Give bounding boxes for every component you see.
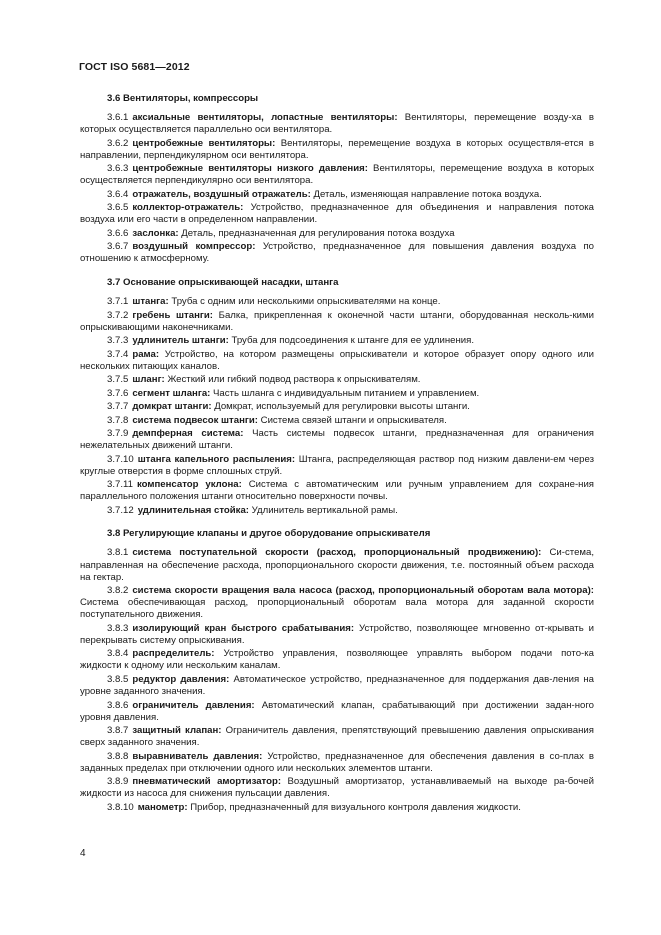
definition-text: Удлинитель вертикальной рамы. (251, 504, 398, 516)
definition-number: 3.7.12 (107, 504, 134, 516)
definition-text: Ограничитель давления, препятствующий превышению давления опрыскивания сверх заданного значения. (80, 725, 594, 749)
definition-text: Труба с одним или несколькими опрыскивателями на конце. (171, 296, 441, 308)
definition-term: штанга капельного распыления: (137, 453, 296, 465)
definition-term: рама: (132, 348, 160, 360)
definition-number: 3.6.5 (107, 202, 129, 214)
definition-term: заслонка: (132, 227, 179, 239)
definition-item (80, 228, 594, 240)
definition-term: центробежные вентиляторы: (132, 137, 276, 149)
definition-item (80, 335, 594, 347)
definition-item (80, 189, 594, 201)
definition-item (80, 623, 594, 647)
section-title: 3.7 Основание опрыскивающей насадки, штанга (107, 276, 339, 288)
definition-term: изолирующий кран быстрого срабатывания: (132, 622, 355, 634)
definition-item (80, 415, 594, 427)
definition-item (80, 776, 594, 800)
definition-item (80, 725, 594, 749)
definition-item (80, 505, 594, 517)
definition-text: Прибор, предназначенный для визуального контроля давления жидкости. (190, 801, 521, 813)
definition-term: система поступательной скорости (расход, пропорциональный продвижению): (132, 547, 542, 559)
definition-term: манометр: (137, 801, 188, 813)
definition-item (80, 700, 594, 724)
definition-number: 3.6.2 (107, 137, 129, 149)
definition-term: центробежные вентиляторы низкого давления: (132, 163, 368, 175)
definition-number: 3.8.10 (107, 801, 134, 813)
definition-term: пневматический амортизатор: (132, 776, 282, 788)
definition-number: 3.8.8 (107, 750, 129, 762)
definition-term: компенсатор уклона: (136, 479, 242, 491)
definition-item (80, 454, 594, 478)
definition-number: 3.7.7 (107, 401, 129, 413)
definition-text: Вентиляторы, перемещение воздуха в которых осуществляется перпендикулярно оси вентилятора. (80, 163, 594, 187)
definition-number: 3.8.3 (107, 622, 129, 634)
definition-item (80, 388, 594, 400)
section-title: 3.8 Регулирующие клапаны и другое оборудование опрыскивателя (107, 528, 431, 540)
definition-text: Воздушный амортизатор, устанавливаемый на выходе ра-бочей жидкости из насоса для снижения пульсации давления. (80, 776, 595, 800)
definition-text: Часть системы подвесок штанги, предназначенная для ограничения нежелательных движений штанги. (80, 428, 594, 452)
definition-number: 3.6.3 (107, 163, 129, 175)
definition-text: Устройство, на котором размещены опрыскиватели и которое образует опору одного или нескольких питающих каналов. (80, 348, 594, 372)
definition-text: Устройство, предназначенное для повышения давления воздуха по отношению к атмосферному. (80, 241, 595, 265)
definition-item (80, 802, 594, 814)
definition-item (80, 585, 594, 621)
definition-term: редуктор давления: (132, 673, 230, 685)
definition-text: Устройство, предназначенное для обеспечения давления в со-плах в заданных пределах при отключении одного или нескольких элементов штанги. (80, 750, 594, 774)
definition-number: 3.7.4 (107, 348, 129, 360)
definition-item (80, 138, 594, 162)
definition-term: гребень штанги: (132, 309, 213, 321)
document-header: ГОСТ ISO 5681—2012 (79, 61, 190, 73)
page-number: 4 (80, 848, 86, 859)
definition-number: 3.7.8 (107, 414, 129, 426)
definition-number: 3.7.9 (107, 428, 129, 440)
definition-term: выравниватель давления: (132, 750, 263, 762)
definition-item (80, 349, 594, 373)
definition-text: Устройство, предназначенное для объединения и направления потока воздуха или его части в определенном направлении. (80, 202, 594, 226)
definition-number: 3.7.2 (107, 309, 129, 321)
definition-number: 3.7.1 (107, 296, 129, 308)
definition-number: 3.8.1 (107, 547, 129, 559)
definition-text: Жесткий или гибкий подвод раствора к опрыскивателям. (167, 374, 421, 386)
definition-number: 3.8.4 (107, 648, 129, 660)
definition-text: Штанга, распределяющая раствор под низким давлени-ем через круглые отверстия в форме сплошных струй. (80, 453, 594, 477)
definition-text: Деталь, изменяющая направление потока воздуха. (313, 188, 542, 200)
definition-text: Си-стема, направленная на обеспечение расхода, пропорционального скорости движения, т.е. постоянный объем расхода на гектар. (80, 547, 594, 583)
definition-term: защитный клапан: (132, 725, 222, 737)
definition-item (80, 401, 594, 413)
definition-term: система скорости вращения вала насоса (расход, пропорциональный оборотам вала мотора): (132, 585, 594, 597)
definition-number: 3.6.4 (107, 188, 129, 200)
definition-text: Балка, прикрепленная к оконечной части штанги, оборудованная несколь-кими опрыскивающими наконечниками. (80, 309, 594, 333)
definition-number: 3.7.5 (107, 374, 129, 386)
definition-number: 3.8.7 (107, 725, 129, 737)
definition-term: сегмент шланга: (132, 387, 211, 399)
definition-item (80, 479, 594, 503)
definition-term: распределитель: (132, 648, 215, 660)
definition-text: Труба для подсоединения к штанге для ее удлинения. (231, 335, 475, 347)
section-title: 3.6 Вентиляторы, компрессоры (107, 93, 259, 104)
document-body (80, 90, 594, 815)
definition-term: удлинительная стойка: (137, 504, 249, 516)
definition-term: штанга: (132, 296, 169, 308)
definition-term: удлинитель штанги: (132, 335, 229, 347)
definition-term: домкрат штанги: (132, 401, 212, 413)
definition-number: 3.8.2 (107, 585, 129, 597)
definition-number: 3.8.9 (107, 776, 129, 788)
definition-number: 3.6.6 (107, 227, 129, 239)
definition-item (80, 547, 594, 583)
definition-number: 3.7.6 (107, 387, 129, 399)
definition-item (80, 163, 594, 187)
definition-number: 3.8.5 (107, 673, 129, 685)
definition-text: Вентиляторы, перемещение возду-ха в которых осуществляется параллельно оси вентилятора. (80, 112, 595, 136)
definition-text: Система связей штанги и опрыскивателя. (260, 414, 447, 426)
definition-number: 3.6.1 (107, 112, 129, 124)
definition-number: 3.8.6 (107, 699, 129, 711)
definition-number: 3.7.10 (107, 453, 134, 465)
definition-number: 3.7.11 (107, 479, 133, 491)
definition-text: Устройство, позволяющее мгновенно от-крывать и перекрывать систему опрыскивания. (80, 622, 594, 646)
definition-item (80, 296, 594, 308)
definition-term: система подвесок штанги: (132, 414, 258, 426)
definition-term: коллектор-отражатель: (132, 202, 244, 214)
definition-number: 3.7.3 (107, 335, 129, 347)
definition-text: Деталь, предназначенная для регулирования потока воздуха (181, 227, 455, 239)
definition-item (80, 648, 594, 672)
definition-term: шланг: (132, 374, 165, 386)
definition-text: Система с автоматическим или ручным управлением для сохране-ния параллельного положения штанги относительно поверхности почвы. (80, 479, 595, 503)
definition-term: демпферная система: (132, 428, 244, 440)
definition-number: 3.6.7 (107, 241, 129, 253)
definition-text: Часть шланга с индивидуальным питанием и управлением. (213, 387, 480, 399)
definition-term: ограничитель давления: (132, 699, 255, 711)
definition-item (80, 428, 594, 452)
definition-item (80, 310, 594, 334)
definition-item (80, 751, 594, 775)
definition-text: Домкрат, используемый для регулировки высоты штанги. (214, 401, 470, 413)
definition-text: Автоматическое устройство, предназначенное для поддержания дав-ления на уровне заданного значения. (80, 673, 595, 698)
definition-text: Устройство управления, позволяющее управлять выбором подачи пото-ка жидкости к одному или нескольким каналам. (80, 648, 594, 672)
definition-text: Система обеспечивающая расход, пропорциональный оборотам вала мотора для заданной скорости поступательного движения. (80, 597, 594, 621)
definition-text: Вентиляторы, перемещение воздуха в которых осуществля-ется в направлении, перпендикулярном оси вентилятора. (80, 137, 594, 161)
definition-term: отражатель, воздушный отражатель: (132, 188, 311, 200)
section-gap (80, 518, 594, 525)
definition-item (80, 374, 594, 386)
definition-item (80, 674, 594, 698)
section-gap (80, 267, 594, 274)
definition-item (80, 241, 594, 265)
definition-item (80, 112, 594, 136)
definition-term: аксиальные вентиляторы, лопастные вентиляторы: (132, 112, 398, 124)
definition-term: воздушный компрессор: (132, 241, 256, 253)
definition-item (80, 202, 594, 226)
definition-text: Автоматический клапан, срабатывающий при достижении задан-ного уровня давления. (80, 699, 595, 723)
